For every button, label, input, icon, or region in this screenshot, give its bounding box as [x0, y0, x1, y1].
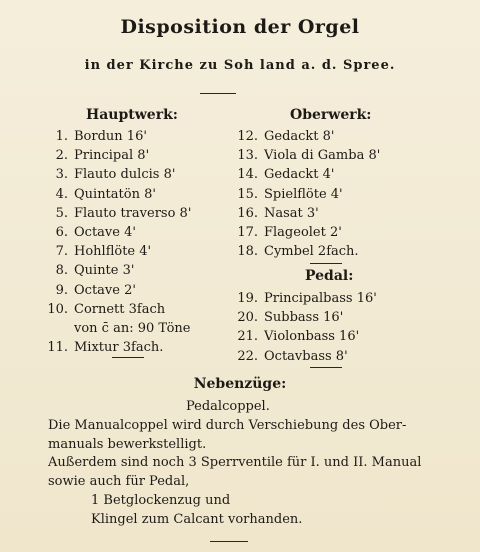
stop-number: 11.: [47, 340, 68, 356]
stop-name: Flauto dulcis 8': [74, 167, 176, 183]
stop-number: 8.: [55, 263, 68, 279]
nebenzuege-line: sowie auch für Pedal,: [48, 474, 190, 489]
nebenzuege-line: Pedalcoppel.: [186, 399, 270, 414]
stop-item: [30, 338, 191, 357]
stop-name: Flageolet 2': [264, 224, 342, 240]
stop-number: 22.: [237, 348, 258, 364]
stop-number: 16.: [237, 205, 258, 221]
stop-number: 9.: [55, 282, 68, 298]
stop-item: [30, 127, 191, 146]
stop-item: [30, 223, 191, 242]
stop-item: [228, 185, 380, 204]
stop-number: 2.: [55, 148, 68, 164]
nebenzuege-line: Klingel zum Calcant vorhanden.: [91, 512, 303, 527]
stop-item: [228, 308, 377, 327]
stop-number: 3.: [55, 167, 68, 183]
pedal-list: [228, 289, 377, 366]
stop-number: 5.: [55, 205, 68, 221]
hauptwerk-list: [30, 127, 191, 357]
hauptwerk-divider: [112, 357, 144, 358]
pedal-heading: Pedal:: [305, 268, 354, 284]
pedal-divider: [310, 367, 342, 368]
stop-name: Octave 4': [74, 224, 136, 240]
stop-number: 10.: [47, 301, 68, 317]
bottom-divider: [210, 541, 248, 542]
stop-item: [30, 146, 191, 165]
stop-name: Subbass 16': [264, 310, 344, 326]
stop-number: 21.: [237, 329, 258, 345]
title-divider: [200, 93, 236, 94]
stop-number: 1.: [55, 129, 68, 144]
stop-item: [30, 185, 191, 204]
stop-item: [30, 242, 191, 261]
stop-number: 6.: [55, 224, 68, 240]
stop-name: Gedackt 8': [264, 129, 335, 144]
stop-name: Principal 8': [74, 148, 150, 164]
nebenzuege-line: 1 Betglockenzug und: [91, 493, 231, 508]
stop-name: Cornett 3fach: [74, 301, 166, 317]
stop-item: [30, 281, 191, 300]
stop-name: Spielflöte 4': [264, 186, 343, 202]
hauptwerk-heading: Hauptwerk:: [86, 107, 178, 123]
stop-number: 12.: [237, 129, 258, 144]
stop-number: 14.: [237, 167, 258, 183]
stop-name: Octave 2': [74, 282, 136, 298]
stop-number: 18.: [237, 244, 258, 260]
stop-name: Quintatön 8': [74, 186, 156, 202]
stop-number: 19.: [237, 291, 258, 306]
stop-item: [30, 204, 191, 223]
stop-item: [228, 146, 380, 165]
oberwerk-divider: [310, 263, 342, 264]
nebenzuege-line: Außerdem sind noch 3 Sperrventile für I. und II. Manual: [48, 455, 422, 470]
stop-name: Bordun 16': [74, 129, 147, 144]
stop-item: [228, 327, 377, 346]
stop-item: [30, 319, 191, 338]
stop-name: Cymbel 2fach.: [264, 244, 359, 260]
stop-number: 17.: [237, 224, 258, 240]
stop-name: Flauto traverso 8': [74, 205, 192, 221]
stop-number: 20.: [237, 310, 258, 326]
oberwerk-heading: Oberwerk:: [290, 107, 372, 123]
page-subtitle: in der Kirche zu Soh land a. d. Spree.: [84, 58, 396, 73]
stop-item: [228, 127, 380, 146]
stop-number: 13.: [237, 148, 258, 164]
stop-item: [228, 289, 377, 308]
stop-item: [228, 347, 377, 366]
stop-number: 4.: [55, 186, 68, 202]
stop-name: Violonbass 16': [264, 329, 360, 345]
stop-item: [228, 204, 380, 223]
stop-name: Octavbass 8': [264, 348, 348, 364]
stop-name: Gedackt 4': [264, 167, 335, 183]
stop-name: von c̄ an: 90 Töne: [74, 320, 191, 336]
stop-item: [228, 242, 380, 261]
oberwerk-list: [228, 127, 380, 261]
nebenzuege-line: Die Manualcoppel wird durch Verschiebung des Ober-: [48, 418, 407, 433]
page-title: Disposition der Orgel: [120, 16, 360, 38]
stop-name: Hohlflöte 4': [74, 244, 152, 260]
stop-name: Mixtur 3fach.: [74, 340, 164, 356]
stop-name: Viola di Gamba 8': [264, 148, 381, 164]
stop-number: 15.: [237, 186, 258, 202]
stop-item: [30, 261, 191, 280]
stop-item: [30, 165, 191, 184]
stop-name: Quinte 3': [74, 263, 135, 279]
stop-item: [228, 223, 380, 242]
stop-number: 7.: [55, 244, 68, 260]
stop-name: Principalbass 16': [264, 291, 377, 306]
stop-name: Nasat 3': [264, 205, 319, 221]
stop-item: [228, 165, 380, 184]
stop-item: [30, 300, 191, 319]
nebenzuege-line: manuals bewerkstelligt.: [48, 437, 207, 452]
nebenzuege-heading: Nebenzüge:: [193, 376, 287, 392]
